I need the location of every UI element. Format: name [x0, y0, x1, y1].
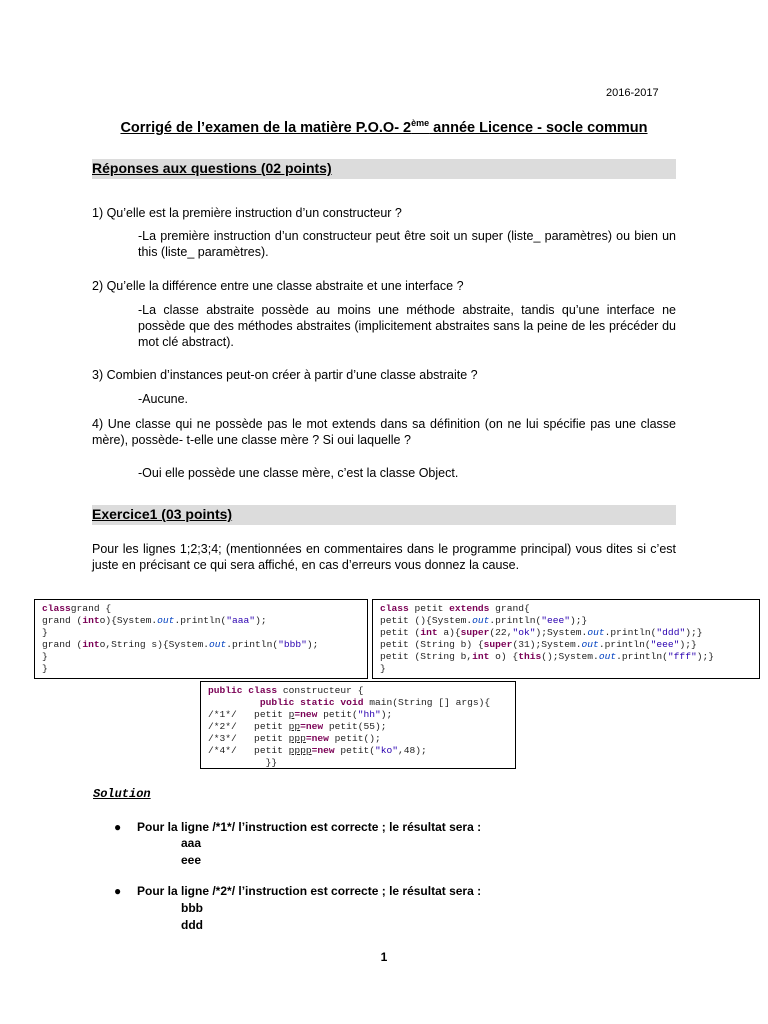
code-token: "ddd" [656, 627, 686, 638]
code-token: petit (String b) { [380, 639, 484, 650]
code-token: extends [449, 603, 490, 614]
solution-item-2-text: Pour la ligne /*2*/ l’instruction est correcte ; le résultat sera : [137, 884, 482, 898]
code-token: (31);System. [512, 639, 582, 650]
code-token: petit (){System. [380, 615, 473, 626]
code-token: /*4*/ petit [208, 745, 289, 756]
code-line [208, 745, 508, 757]
code-token: =new [305, 733, 329, 744]
code-token: ppp [288, 733, 306, 744]
code-token: out [587, 627, 605, 638]
code-token: "ok" [512, 627, 536, 638]
code-token: "eee" [541, 615, 571, 626]
school-year: 2016-2017 [606, 87, 659, 99]
code-token: /*1*/ petit [208, 709, 289, 720]
code-token: public static void [259, 697, 364, 708]
code-token: ();System. [541, 651, 599, 662]
solution-item-2 [114, 884, 677, 898]
code-token: out [581, 639, 599, 650]
solution-2-result-1: bbb [181, 901, 203, 915]
exercise-intro: Pour les lignes 1;2;3;4; (mentionnées en commentaires dans le programme principal) vous dites si c’est juste en précisant ce qui sera affiché, en cas d’erreurs vous donnez la cause. [92, 542, 676, 572]
code-line [380, 603, 752, 615]
code-token: } [42, 651, 48, 662]
code-line [208, 709, 508, 721]
code-token: int [82, 639, 100, 650]
question-4: 4) Une classe qui ne possède pas le mot extends dans sa définition (on ne lui spécifie pas une classe mère), possède- t-elle une classe mère ? Si oui laquelle ? [92, 417, 676, 447]
code-token: o){System. [99, 615, 158, 626]
page-title [0, 118, 768, 136]
code-token: "fff" [667, 651, 697, 662]
code-token: );} [570, 615, 588, 626]
code-token: grand{ [489, 603, 530, 614]
solution-1-result-2: eee [181, 853, 202, 867]
solution-item-1 [114, 820, 677, 834]
code-token: o,String s){System. [99, 639, 209, 650]
code-line [42, 615, 360, 627]
answer-1: -La première instruction d’un constructeur peut être soit un super (liste_ paramètres) ou bien un this (liste_ paramètres). [138, 229, 676, 259]
code-token: petit( [334, 745, 375, 756]
code-token: "ko" [374, 745, 399, 756]
code-line [42, 627, 360, 639]
code-token: a){ [437, 627, 461, 638]
code-token: petit( [317, 709, 358, 720]
code-token: class [380, 603, 409, 614]
code-token: .println( [604, 627, 657, 638]
code-token: o) { [489, 651, 519, 662]
title-text-end: année Licence - socle commun [429, 119, 648, 136]
solution-1-result-1: aaa [181, 836, 202, 850]
title-superscript: ème [411, 118, 430, 128]
code-token: );} [696, 651, 714, 662]
question-1: 1) Qu’elle est la première instruction d’un constructeur ? [92, 206, 402, 220]
code-token: .println( [616, 651, 668, 662]
code-token: this [518, 651, 542, 662]
code-token: .println( [226, 639, 279, 650]
code-line [380, 627, 752, 639]
code-token: pp [288, 721, 301, 732]
code-token: /*3*/ petit [208, 733, 289, 744]
code-line [208, 697, 508, 709]
bullet-icon: ● [114, 820, 122, 834]
code-line [380, 651, 752, 663]
page-number: 1 [380, 950, 388, 964]
code-token: ,48); [398, 745, 427, 756]
code-token: "bbb" [278, 639, 307, 650]
code-token: =new [300, 721, 324, 732]
code-line [208, 721, 508, 733]
code-token: out [598, 651, 617, 662]
code-token: int [82, 615, 100, 626]
code-token: /*2*/ petit [208, 721, 289, 732]
code-token: petit(55); [323, 721, 387, 732]
code-line [42, 663, 360, 675]
code-line [42, 603, 360, 615]
solution-heading: Solution [93, 787, 151, 801]
code-token: constructeur { [277, 685, 364, 696]
section-responses-title: Réponses aux questions (02 points) [92, 160, 332, 176]
code-token: super [483, 639, 513, 650]
answer-4: -Oui elle possède une classe mère, c’est la classe Object. [138, 466, 459, 480]
code-token: =new [294, 709, 318, 720]
code-line [208, 685, 508, 697]
code-line [380, 663, 752, 675]
section-exercice1-header [92, 505, 676, 525]
code-token: p [288, 709, 295, 720]
code-token: super [460, 627, 490, 638]
code-token: (22, [489, 627, 513, 638]
answer-3: -Aucune. [138, 392, 189, 406]
code-token: .println( [598, 639, 651, 650]
code-token: );System. [535, 627, 588, 638]
code-line [42, 639, 360, 651]
code-token: grand { [70, 603, 112, 614]
code-token [208, 697, 260, 708]
code-token: out [208, 639, 227, 650]
code-token: );} [679, 639, 697, 650]
title-text: Corrigé de l’examen de la matière P.O.O- 2 [120, 119, 412, 136]
code-token: main(String [] args){ [363, 697, 491, 708]
code-token: );} [685, 627, 703, 638]
code-token: ); [380, 709, 393, 720]
code-class-constructeur [200, 681, 516, 769]
code-line [380, 639, 752, 651]
code-line [42, 651, 360, 663]
code-line [208, 757, 508, 769]
answer-2: -La classe abstraite possède au moins une méthode abstraite, tandis qu’une interface ne possède que des méthodes abstraites (implicitement abstraites sans la peine de les précéder du mot clé abstract). [138, 303, 676, 349]
code-token: petit (String b, [380, 651, 473, 662]
code-token: } [380, 663, 386, 674]
code-token: grand ( [42, 639, 83, 650]
question-3: 3) Combien d’instances peut-on créer à partir d’une classe abstraite ? [92, 368, 478, 382]
code-token: ); [306, 639, 319, 650]
code-token: .println( [174, 615, 227, 626]
code-token: "aaa" [226, 615, 256, 626]
code-token: grand ( [42, 615, 83, 626]
code-class-petit [372, 599, 760, 679]
code-token: out [472, 615, 490, 626]
code-class-grand [34, 599, 368, 679]
code-token: int [420, 627, 438, 638]
code-token: ); [255, 615, 267, 626]
code-token: petit [408, 603, 450, 614]
question-2: 2) Qu’elle la différence entre une classe abstraite et une interface ? [92, 279, 464, 293]
code-token: petit ( [380, 627, 421, 638]
code-line [208, 733, 508, 745]
code-token: } [42, 663, 48, 674]
code-token: petit(); [328, 733, 381, 744]
code-token: pppp [288, 745, 312, 756]
code-token: class [42, 603, 71, 614]
code-token: "hh" [357, 709, 381, 720]
section-responses-header [92, 159, 676, 179]
solution-item-1-text: Pour la ligne /*1*/ l’instruction est correcte ; le résultat sera : [137, 820, 482, 834]
solution-2-result-2: ddd [181, 918, 203, 932]
code-token: "eee" [650, 639, 680, 650]
code-line [380, 615, 752, 627]
code-token: public class [208, 685, 278, 696]
code-token: }} [208, 757, 278, 768]
code-token: .println( [489, 615, 542, 626]
code-token: out [157, 615, 175, 626]
code-token: =new [311, 745, 335, 756]
code-token: int [472, 651, 490, 662]
bullet-icon: ● [114, 884, 122, 898]
code-token: } [42, 627, 48, 638]
section-exercice1-title: Exercice1 (03 points) [92, 506, 233, 522]
